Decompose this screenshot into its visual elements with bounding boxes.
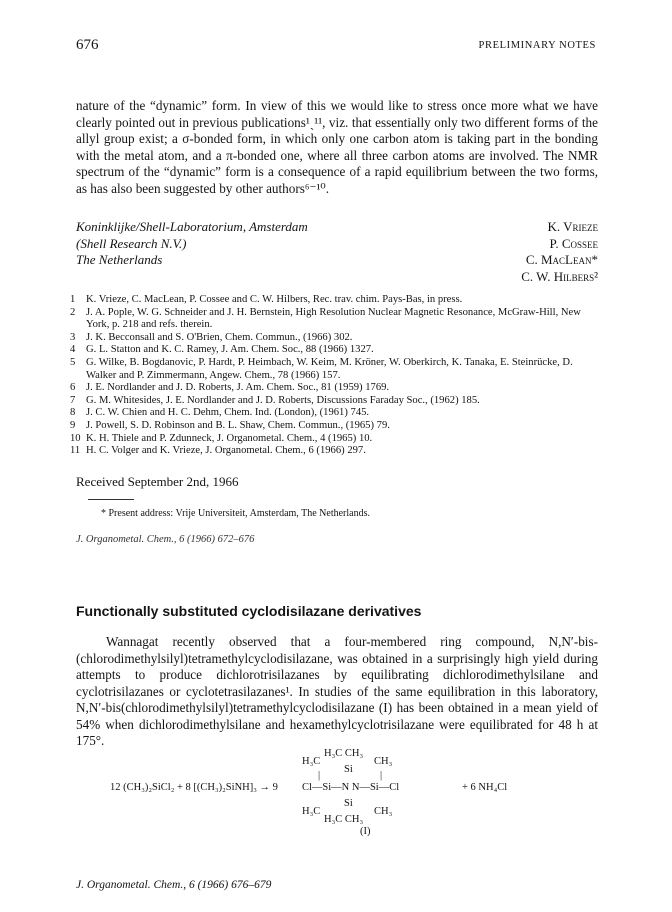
reference-item	[70, 307, 600, 332]
reference-number: 7	[70, 394, 76, 406]
silicon-atom: Si	[344, 798, 353, 809]
reference-item	[70, 445, 600, 458]
body-paragraph	[76, 634, 598, 750]
reference-number: 3	[70, 331, 76, 343]
reference-item	[70, 382, 600, 395]
reference-text: G. M. Whitesides, J. E. Nordlander and J. D. Roberts, Discussions Faraday Soc., (1962) 185.	[86, 394, 480, 406]
reference-item	[70, 407, 600, 420]
methyl-label: CH₃	[374, 756, 393, 767]
page-number: 676	[76, 37, 99, 53]
author-name: K. Vrieze	[547, 219, 598, 234]
silicon-atom: Si	[344, 764, 353, 775]
author-list	[521, 219, 598, 285]
bond-line: |	[318, 770, 321, 781]
author-name: C. MacLean*	[525, 252, 598, 267]
reference-text: J. C. W. Chien and H. C. Dehm, Chem. Ind. (London), (1961) 745.	[86, 407, 370, 419]
section-title: Functionally substituted cyclodisilazane derivatives	[76, 603, 422, 619]
body-paragraph	[76, 98, 598, 197]
compound-label: (I)	[360, 826, 371, 837]
paragraph-text: Wannagat recently observed that a four-membered ring compound, N,N′-bis-(chlorodimethylsilyl)tetramethylcyclodisilazane, was obtained in a surprisingly high yield during attempts to produce dichlorotrisilazanes by equilibrating dichlorodimethylsilane and cyclotrisilazanes or cyclotetrasilazanes¹. In studies of the same equilibration in this laboratory, N,N′-bis(chlorodimethylsilyl)tetramethylcyclodisilazane (I) has been obtained in a mean yield of 54% when dichlorodimethylsilane and hexamethylcyclotrisilazane were equilibrated for 48 h at 175°.	[76, 634, 598, 748]
article-citation: J. Organometal. Chem., 6 (1966) 672–676	[76, 534, 255, 545]
affiliation-line: (Shell Research N.V.)	[76, 235, 187, 251]
running-head: PRELIMINARY NOTES	[478, 40, 596, 51]
reference-item	[70, 395, 600, 408]
affiliation-line: The Netherlands	[76, 252, 163, 267]
equation-reactants: 12 (CH₃)₂SiCl₂ + 8 [(CH₃)₂SiNH]₃ → 9	[110, 782, 278, 793]
reference-number: 8	[70, 407, 76, 419]
methyl-label: H₃C	[302, 756, 321, 767]
journal-footer: J. Organometal. Chem., 6 (1966) 676–679	[76, 879, 272, 891]
bond-line: |	[380, 770, 383, 781]
methyl-labels-bottom: H₃C CH₃	[324, 814, 364, 825]
reference-item	[70, 420, 600, 433]
footnote-rule	[88, 499, 134, 500]
ring-row: Cl—Si—N N—Si—Cl	[302, 782, 400, 793]
reference-item	[70, 332, 600, 345]
affiliation	[76, 219, 308, 269]
reference-text: K. Vrieze, C. MacLean, P. Cossee and C. W. Hilbers, Rec. trav. chim. Pays-Bas, in press.	[86, 294, 463, 305]
reference-text: J. E. Nordlander and J. D. Roberts, J. Am. Chem. Soc., 81 (1959) 1769.	[86, 382, 390, 394]
reference-number: 4	[70, 344, 76, 356]
methyl-label: CH₃	[374, 806, 393, 817]
reference-text: K. H. Thiele and P. Zdunneck, J. Organometal. Chem., 4 (1965) 10.	[86, 432, 373, 444]
reference-text: J. Powell, S. D. Robinson and B. L. Shaw, Chem. Commun., (1965) 79.	[86, 419, 390, 431]
paragraph-text: nature of the “dynamic” form. In view of this we would like to stress once more what we have clearly pointed out in previous publications¹ˎ¹¹, viz. that essentially only two different forms of the allyl group exist; a σ-bonded form, in which only one carbon atom is taking part in the bonding with the metal atom, and a π-bonded one, where all three carbon atoms are involved. The NMR spectrum of the “dynamic” form is a consequence of a rapid equilibrium between the two forms, as has also been suggested by other authors⁶⁻¹⁰.	[76, 98, 598, 196]
reference-text: H. C. Volger and K. Vrieze, J. Organometal. Chem., 6 (1966) 297.	[86, 445, 366, 457]
equation-products: + 6 NH₄Cl	[462, 782, 508, 793]
reference-item	[70, 294, 600, 307]
reference-text: G. L. Statton and K. C. Ramey, J. Am. Chem. Soc., 88 (1966) 1327.	[86, 344, 374, 356]
chemical-structure	[302, 748, 572, 832]
reference-number: 1	[70, 294, 76, 305]
reference-number: 2	[70, 306, 76, 318]
reference-item	[70, 357, 600, 382]
reference-list	[70, 294, 600, 458]
reference-number: 9	[70, 419, 76, 431]
reference-number: 11	[70, 445, 81, 457]
reference-number: 5	[70, 356, 76, 368]
reference-text: J. K. Becconsall and S. O'Brien, Chem. Commun., (1966) 302.	[86, 331, 353, 343]
received-date: Received September 2nd, 1966	[76, 474, 239, 489]
reference-item	[70, 433, 600, 446]
reference-number: 10	[70, 432, 81, 444]
affiliation-line: Koninklijke/Shell-Laboratorium, Amsterdam	[76, 219, 308, 234]
reference-text: J. A. Pople, W. G. Schneider and J. H. Bernstein, High Resolution Nuclear Magnetic Resonance, McGraw-Hill, New York, p. 218 and refs. therein.	[86, 306, 581, 331]
reference-item	[70, 344, 600, 357]
author-name: C. W. Hilbers²	[521, 268, 598, 284]
author-name: P. Cossee	[549, 235, 598, 251]
methyl-labels-top: H₃C CH₃	[324, 748, 364, 759]
reference-number: 6	[70, 382, 76, 394]
reference-text: G. Wilke, B. Bogdanovic, P. Hardt, P. Heimbach, W. Keim, M. Kröner, W. Oberkirch, K. Tanaka, E. Steinrücke, D. Walker and P. Zimmermann, Angew. Chem., 78 (1966) 157.	[86, 356, 573, 381]
footnote: * Present address: Vrije Universiteit, Amsterdam, The Netherlands.	[101, 508, 370, 519]
methyl-label: H₃C	[302, 806, 321, 817]
